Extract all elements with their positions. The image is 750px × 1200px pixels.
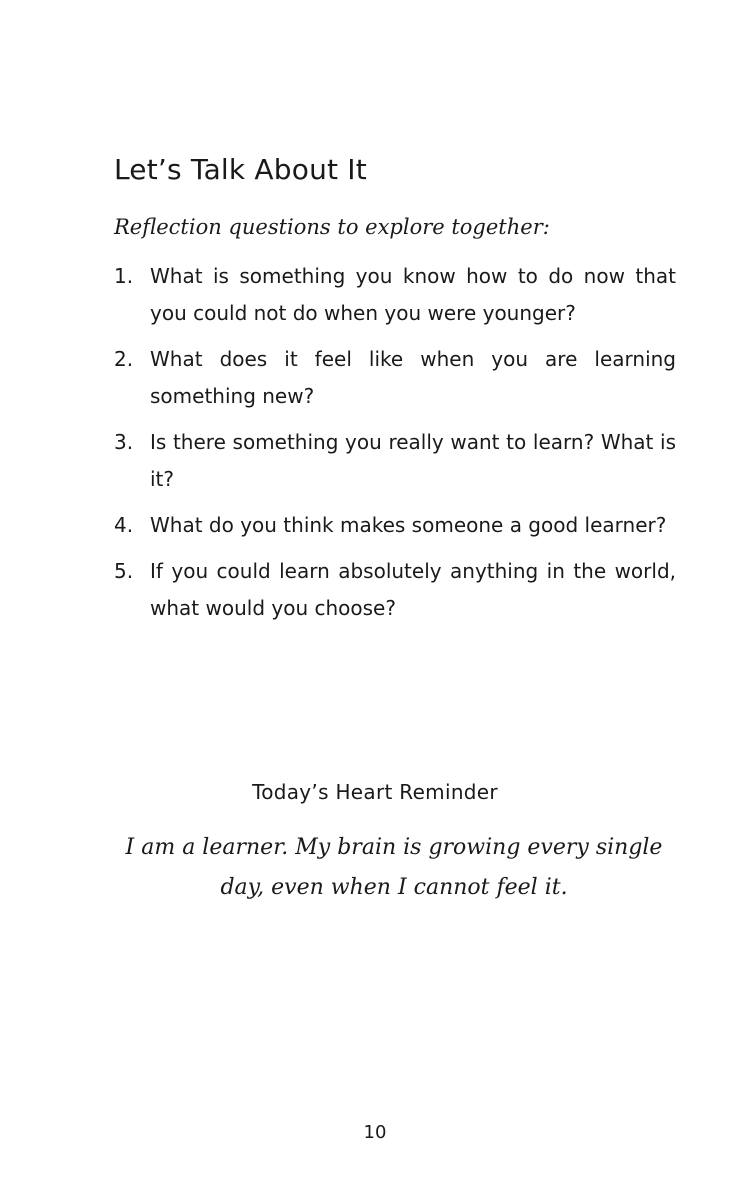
- question-item: [114, 507, 676, 544]
- question-item: [114, 258, 676, 332]
- question-text: What do you think makes someone a good learner?: [150, 513, 667, 537]
- page-number: 10: [363, 1122, 387, 1143]
- question-item: [114, 341, 676, 415]
- question-number: 4.: [114, 513, 134, 537]
- question-text: What is something you know how to do now that you could not do when you were younger?: [150, 264, 676, 325]
- reflection-question-list: [114, 258, 676, 636]
- question-number: 3.: [114, 430, 134, 454]
- question-number: 5.: [114, 559, 134, 583]
- section-subtitle: Reflection questions to explore together:: [114, 215, 550, 239]
- reminder-quote: I am a learner. My brain is growing every single day, even when I cannot feel it.: [125, 835, 663, 900]
- question-number: 2.: [114, 347, 134, 371]
- reminder-title: Today’s Heart Reminder: [252, 780, 498, 804]
- question-text: Is there something you really want to learn? What is it?: [150, 430, 676, 491]
- section-heading: Let’s Talk About It: [114, 153, 367, 186]
- question-item: [114, 553, 676, 627]
- question-text: If you could learn absolutely anything in the world, what would you choose?: [150, 559, 676, 620]
- question-item: [114, 424, 676, 498]
- question-number: 1.: [114, 264, 134, 288]
- question-text: What does it feel like when you are learning something new?: [150, 347, 676, 408]
